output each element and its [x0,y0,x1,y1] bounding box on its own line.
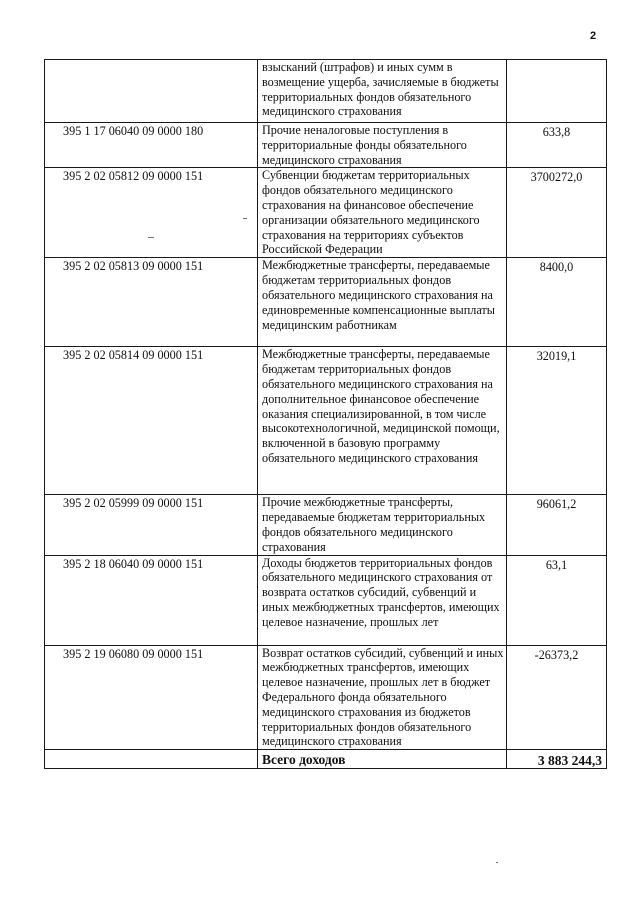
income-amount: 96061,2 [507,495,607,555]
table-row [45,495,607,555]
budget-code [45,60,258,123]
page-number: 2 [590,30,597,42]
budget-code: 395 2 02 05812 09 0000 151 [45,168,258,258]
total-row [45,750,607,769]
income-table [44,59,607,769]
table-row [45,258,607,347]
income-description: Прочие межбюджетные трансферты, передаваемые бюджетам территориальных фондов обязательного медицинского страхования [258,495,507,555]
budget-code: 395 2 02 05813 09 0000 151 [45,258,258,347]
table-row [45,123,607,168]
income-amount: 32019,1 [507,347,607,495]
table-row [45,645,607,750]
table-row [45,168,607,258]
table-row [45,60,607,123]
total-code [45,750,258,769]
income-description: Субвенции бюджетам территориальных фондов обязательного медицинского страхования на финансовое обеспечение организации обязательного медицинского страхования на территориях субъектов Российской Федерации [258,168,507,258]
income-description: Доходы бюджетов территориальных фондов обязательного медицинского страхования от возврата остатков субсидий, субвенций и иных межбюджетных трансфертов, имеющих целевое назначение, прошлых лет [258,555,507,645]
income-description: Межбюджетные трансферты, передаваемые бюджетам территориальных фондов обязательного медицинского страхования на единовременные компенсационные выплаты медицинским работникам [258,258,507,347]
income-description: Прочие неналоговые поступления в территориальные фонды обязательного медицинского страхования [258,123,507,168]
table-row [45,555,607,645]
income-amount: 3700272,0 [507,168,607,258]
income-description: взысканий (штрафов) и иных сумм в возмещение ущерба, зачисляемые в бюджеты территориальных фондов обязательного медицинского страхования [258,60,507,123]
total-amount: 3 883 244,3 [507,750,607,769]
income-amount: -26373,2 [507,645,607,750]
scan-speck [496,862,498,863]
income-amount [507,60,607,123]
income-amount: 63,1 [507,555,607,645]
budget-code: 395 2 02 05814 09 0000 151 [45,347,258,495]
scan-speck [148,237,154,238]
table-row [45,347,607,495]
budget-code: 395 2 19 06080 09 0000 151 [45,645,258,750]
income-description: Возврат остатков субсидий, субвенций и иных межбюджетных трансфертов, имеющих целевое назначение, прошлых лет в бюджет Федерального фонда обязательного медицинского страхования из бюджетов территориальных фондов обязательного медицинского страхования [258,645,507,750]
scan-speck [243,218,247,219]
income-description: Межбюджетные трансферты, передаваемые бюджетам территориальных фондов обязательного медицинского страхования на дополнительное финансовое обеспечение оказания специализированной, в том числе высокотехнологичной, медицинской помощи, включенной в базовую программу обязательного медицинского страхования [258,347,507,495]
budget-code: 395 1 17 06040 09 0000 180 [45,123,258,168]
income-amount: 633,8 [507,123,607,168]
income-amount: 8400,0 [507,258,607,347]
budget-code: 395 2 18 06040 09 0000 151 [45,555,258,645]
total-label: Всего доходов [258,750,507,769]
budget-code: 395 2 02 05999 09 0000 151 [45,495,258,555]
